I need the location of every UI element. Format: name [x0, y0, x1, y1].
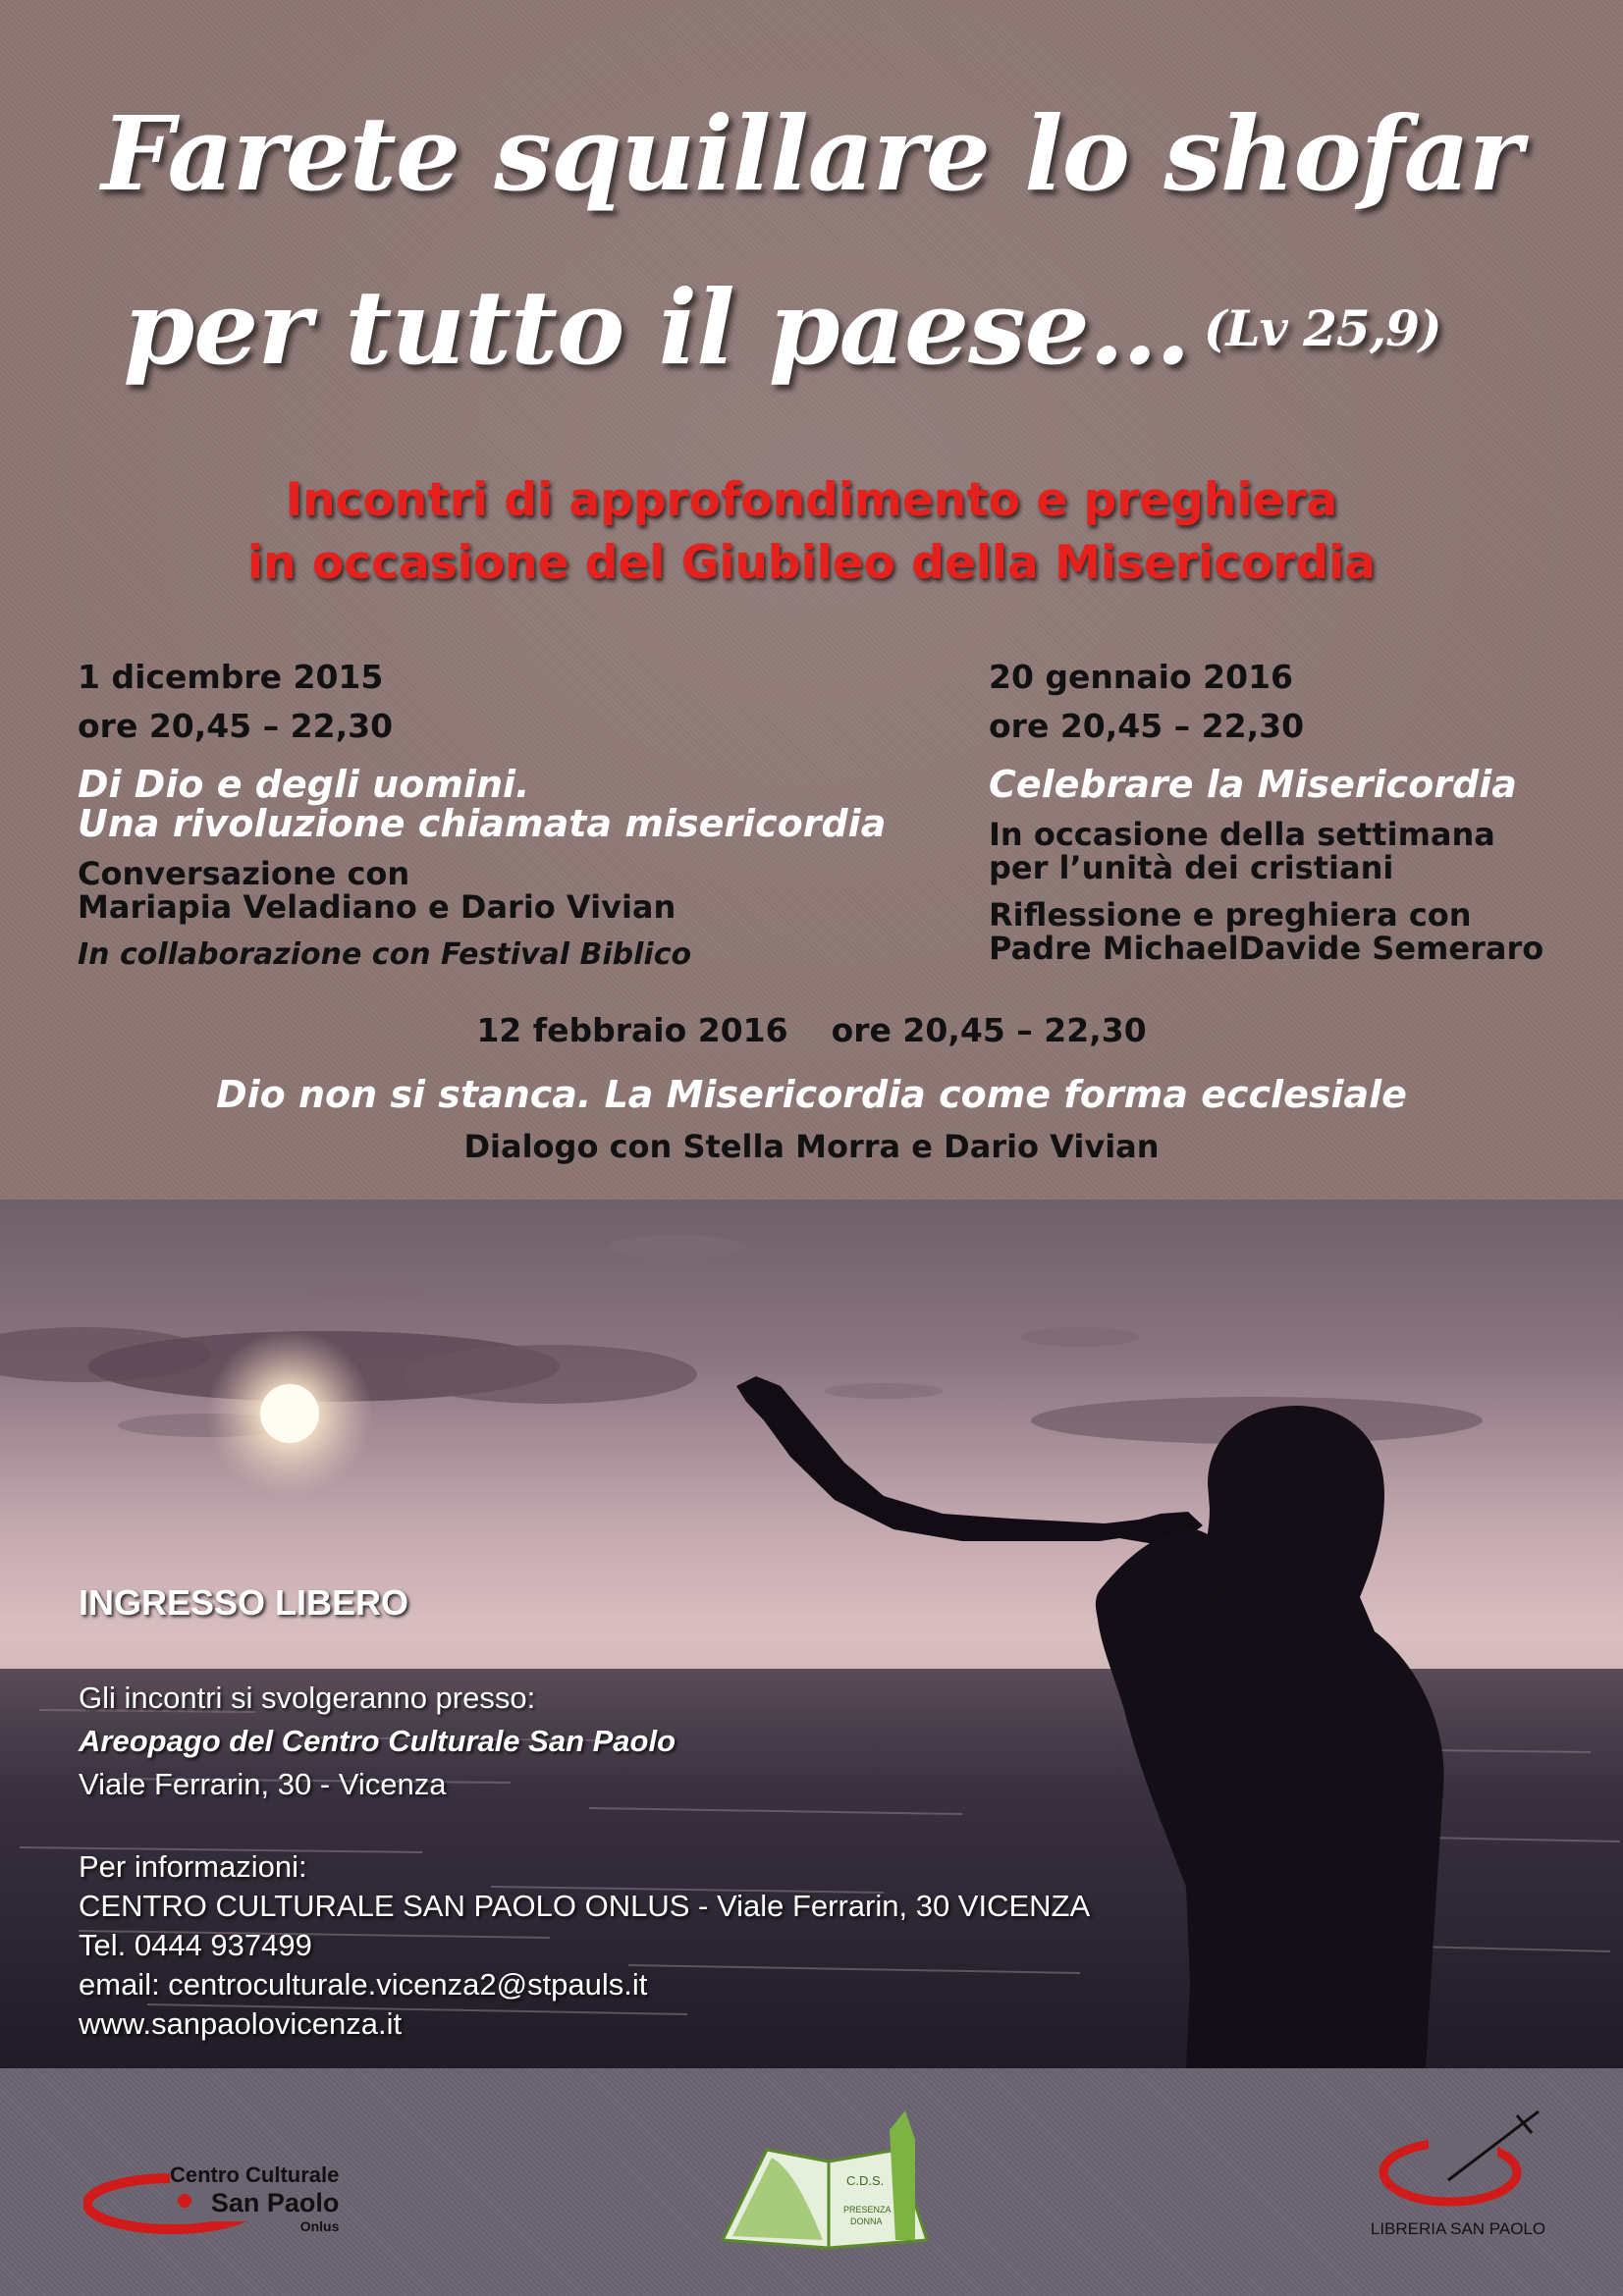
subtitle-line2: in occasione del Giubileo della Misericordia — [247, 536, 1376, 590]
event-date: 20 gennaio 2016 — [989, 658, 1293, 696]
event-second — [989, 653, 1617, 965]
contact-phone: Tel. 0444 937499 — [79, 1928, 312, 1962]
event-title — [78, 765, 961, 843]
cds-logo-line1: C.D.S. — [846, 2173, 885, 2188]
contact-email[interactable]: email: centroculturale.vicenza2@stpauls.it — [79, 1967, 648, 2002]
cds-presenza-donna-logo — [713, 2110, 941, 2253]
free-entry-label: INGRESSO LIBERO — [79, 1582, 409, 1623]
main-title-line2 — [0, 267, 1594, 388]
cds-logo-line3: DONNA — [850, 2216, 883, 2226]
venue-address: Viale Ferrarin, 30 - Vicenza — [79, 1767, 447, 1801]
event-desc-line2: per l’unità dei cristiani — [989, 849, 1394, 886]
main-title-line1: Farete squillare lo shofar — [101, 93, 1522, 214]
event-title-line1: Di Dio e degli uomini. — [78, 763, 530, 806]
event-time: ore 20,45 – 22,30 — [989, 707, 1305, 745]
cds-book-icon — [713, 2110, 941, 2253]
contact-org: CENTRO CULTURALE SAN PAOLO ONLUS - Viale Ferrarin, 30 VICENZA — [79, 1889, 1091, 1923]
subtitle-line1: Incontri di approfondimento e preghiera — [285, 473, 1338, 527]
event-date: 1 dicembre 2015 — [78, 658, 384, 696]
centro-logo-line3: Onlus — [299, 2218, 340, 2234]
event-description — [78, 857, 961, 924]
centro-logo-line1: Centro Culturale — [170, 2163, 340, 2187]
event-desc-line1: In occasione della settimana — [989, 816, 1495, 853]
libreria-san-paolo-logo — [1370, 2104, 1546, 2251]
event-third-time: ore 20,45 – 22,30 — [831, 1011, 1147, 1049]
event-first — [78, 653, 961, 972]
event-description — [989, 818, 1617, 884]
venue-intro: Gli incontri si svolgeranno presso: — [79, 1681, 536, 1715]
contact-website[interactable]: www.sanpaolovicenza.it — [79, 2006, 403, 2041]
event-desc-line1: Conversazione con — [78, 855, 410, 892]
contact-label: Per informazioni: — [79, 1849, 307, 1884]
contact-info — [79, 1847, 1090, 2044]
event-third-title: Dio non si stanca. La Misericordia come forma ecclesiale — [216, 1073, 1407, 1116]
event-collab: In collaborazione con Festival Biblico — [78, 937, 692, 972]
bible-reference: (Lv 25,9) — [1203, 299, 1441, 357]
libreria-swoosh-icon — [1370, 2104, 1546, 2219]
libreria-logo-text: LIBRERIA SAN PAOLO — [1370, 2219, 1546, 2238]
event-title-line2: Una rivoluzione chiamata misericordia — [78, 802, 887, 845]
event-title: Celebrare la Misericordia — [989, 763, 1517, 806]
venue-info — [79, 1677, 676, 1806]
venue-name: Areopago del Centro Culturale San Paolo — [79, 1724, 676, 1758]
main-title-line2-text: per tutto il paese… — [123, 267, 1190, 388]
centro-culturale-logo — [83, 2155, 378, 2243]
event-third-datetime — [0, 1011, 1623, 1049]
event-third-description: Dialogo con Stella Morra e Dario Vivian — [463, 1128, 1160, 1165]
cds-logo-line2: PRESENZA — [843, 2205, 892, 2215]
event-time: ore 20,45 – 22,30 — [78, 707, 394, 745]
event-speaker — [989, 898, 1617, 965]
centro-logo-line2: San Paolo — [210, 2188, 340, 2217]
event-desc-line2: Mariapia Veladiano e Dario Vivian — [78, 888, 676, 926]
event-desc-line3: Riflessione e preghiera con — [989, 896, 1472, 934]
event-third-date: 12 febbraio 2016 — [476, 1011, 788, 1049]
event-desc-line4: Padre MichaelDavide Semeraro — [989, 930, 1544, 967]
centro-logo-text — [170, 2163, 339, 2234]
